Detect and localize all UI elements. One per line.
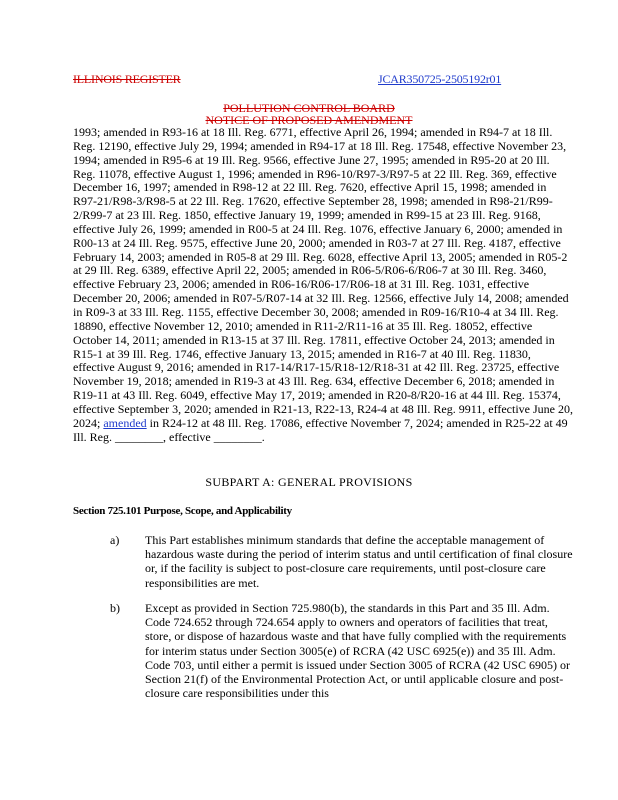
inserted-text: amended <box>103 415 147 430</box>
source-history <box>73 126 573 444</box>
agency-title: POLLUTION CONTROL BOARD <box>223 101 395 115</box>
item-label: b) <box>110 601 120 615</box>
notice-title: NOTICE OF PROPOSED AMENDMENT <box>205 113 413 127</box>
item-label: a) <box>110 533 120 547</box>
history-text-end: in R24-12 at 48 Ill. Reg. 17086, effective November 7, 2024; amended in R25-22 at 49 Ill. Reg. ________, effective ________. <box>73 415 568 444</box>
item-text: Except as provided in Section 725.980(b), the standards in this Part and 35 Ill. Adm. Code 724.652 through 724.654 apply to owners and operators of facilities that treat, store, or dispose of hazardous waste and that have fully complied with the requirements for interim status under Section 3005(e) of RCRA (42 USC 6925(e)) and 35 Ill. Adm. Code 703, until either a permit is issued under Section 3005 of RCRA (42 USC 6905) or Section 21(f) of the Environmental Protection Act, or until applicable closure and post-closure care responsibilities under this <box>145 601 570 701</box>
item-text: This Part establishes minimum standards that define the acceptable management of hazardous waste during the period of interim status and until certification of final closure or, if the facility is subject to post-closure care requirements, until post-closure care responsibilities are met. <box>145 533 573 590</box>
jcar-reference: JCAR350725-2505192r01 <box>378 72 502 86</box>
history-text: 1993; amended in R93-16 at 18 Ill. Reg. 6771, effective April 26, 1994; amended in R94-7 at 18 Ill. Reg. 12190, effective July 29, 1994; amended in R94-17 at 18 Ill. Reg. 17548, effective November 23, 1994; amended in R95-6 at 19 Ill. Reg. 9566, effective June 27, 1995; amended in R95-20 at 20 Ill. Reg. 11078, effective August 1, 1996; amended in R96-10/R97-3/R97-5 at 22 Ill. Reg. 369, effective December 16, 1997; amended in R98-12 at 22 Ill. Reg. 7620, effective April 15, 1998; amended in R97-21/R98-3/R98-5 at 22 Ill. Reg. 17620, effective September 28, 1998; amended in R98-21/R99-2/R99-7 at 23 Ill. Reg. 1850, effective January 19, 1999; amended in R99-15 at 23 Ill. Reg. 9168, effective July 26, 1999; amended in R00-5 at 24 Ill. Reg. 1076, effective January 6, 2000; amended in R00-13 at 24 Ill. Reg. 9575, effective June 20, 2000; amended in R03-7 at 27 Ill. Reg. 4187, effective February 14, 2003; amended in R05-8 at 29 Ill. Reg. 6028, effective April 13, 2005; amended in R05-2 at 29 Ill. Reg. 6389, effective April 22, 2005; amended in R06-5/R06-6/R06-7 at 30 Ill. Reg. 3460, effective February 23, 2006; amended in R06-16/R06-17/R06-18 at 31 Ill. Reg. 1031, effective December 20, 2006; amended in R07-5/R07-14 at 32 Ill. Reg. 12566, effective July 14, 2008; amended in R09-3 at 33 Ill. Reg. 1155, effective December 30, 2008; amended in R09-16/R10-4 at 34 Ill. Reg. 18890, effective November 12, 2010; amended in R11-2/R11-16 at 35 Ill. Reg. 18052, effective October 14, 2011; amended in R13-15 at 37 Ill. Reg. 17811, effective October 24, 2013; amended in R15-1 at 39 Ill. Reg. 1746, effective January 13, 2015; amended in R16-7 at 40 Ill. Reg. 11830, effective August 9, 2016; amended in R17-14/R17-15/R18-12/R18-31 at 42 Ill. Reg. 23725, effective November 19, 2018; amended in R19-3 at 43 Ill. Reg. 634, effective December 6, 2018; amended in R19-11 at 43 Ill. Reg. 6049, effective May 17, 2019; amended in R20-8/R20-16 at 44 Ill. Reg. 15374, effective September 3, 2020; amended in R21-13, R22-13, R24-4 at 48 Ill. Reg. 9911, effective June 20, 2024; <box>73 125 573 430</box>
subpart-title: SUBPART A: GENERAL PROVISIONS <box>205 475 413 489</box>
section-heading: Section 725.101 Purpose, Scope, and Applicability <box>73 505 292 517</box>
register-header: ILLINOIS REGISTER <box>73 72 181 86</box>
